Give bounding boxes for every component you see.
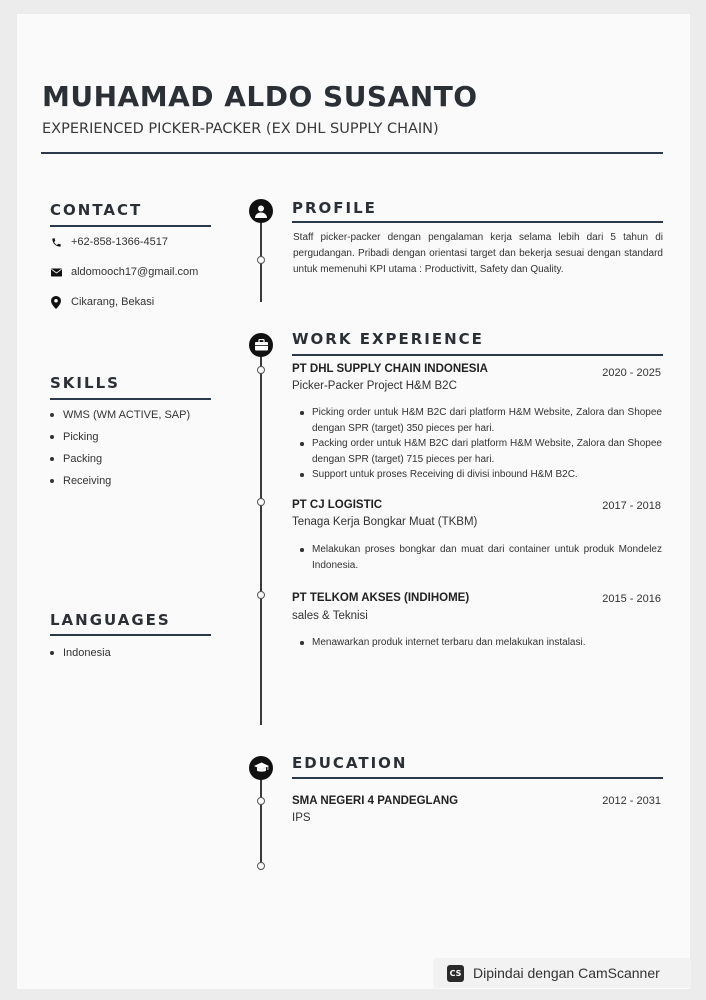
education-divider xyxy=(292,777,663,779)
contact-divider xyxy=(50,225,211,227)
job-role: sales & Teknisi xyxy=(292,610,368,622)
contact-phone xyxy=(50,234,168,250)
timeline-tick xyxy=(257,366,265,374)
bullet-icon xyxy=(50,651,54,655)
candidate-title: EXPERIENCED PICKER-PACKER (EX DHL SUPPLY CHAIN) xyxy=(42,121,439,137)
languages-heading: LANGUAGES xyxy=(50,611,171,629)
email-address[interactable]: aldomooch17@gmail.com xyxy=(71,266,199,278)
phone-number[interactable]: +62-858-1366-4517 xyxy=(71,236,168,248)
job-years: 2015 - 2016 xyxy=(602,593,661,605)
job-duties xyxy=(300,542,662,573)
job-years: 2020 - 2025 xyxy=(602,367,661,379)
work-divider xyxy=(292,354,663,356)
education-node xyxy=(249,756,273,780)
skill-item: Picking xyxy=(50,426,190,448)
job-duties xyxy=(300,405,662,483)
job-role: Tenaga Kerja Bongkar Muat (TKBM) xyxy=(292,516,478,528)
duty-item: Picking order untuk H&M B2C dari platform H&M Website, Zalora dan Shopee dengan SPR (target) 350 pieces per hari. xyxy=(300,405,662,436)
header-divider xyxy=(41,152,663,154)
graduation-cap-icon xyxy=(254,762,269,774)
timeline-education xyxy=(260,770,262,870)
job-role: Picker-Packer Project H&M B2C xyxy=(292,380,457,392)
job-company: PT DHL SUPPLY CHAIN INDONESIA xyxy=(292,363,488,375)
job-company: PT CJ LOGISTIC xyxy=(292,499,383,511)
duty-item: Support untuk proses Receiving di divisi inbound H&M B2C. xyxy=(300,467,662,483)
skill-item: Packing xyxy=(50,448,190,470)
timeline-work xyxy=(260,348,262,725)
envelope-icon xyxy=(50,266,62,278)
education-school: SMA NEGERI 4 PANDEGLANG xyxy=(292,795,459,807)
briefcase-icon xyxy=(255,339,268,351)
work-heading: WORK EXPERIENCE xyxy=(292,330,484,348)
skill-item: Receiving xyxy=(50,470,190,492)
candidate-name: MUHAMAD ALDO SUSANTO xyxy=(42,80,478,113)
profile-summary: Staff picker-packer dengan pengalaman kerja selama lebih dari 5 tahun di pergudangan. Pribadi dengan orientasi target dan bekerja sesuai dengan standard untuk memenuhi KPI utama : Productivitt, Safety dan Quality. xyxy=(293,232,663,275)
skills-heading: SKILLS xyxy=(50,374,120,392)
location-text: Cikarang, Bekasi xyxy=(71,296,155,308)
skills-list xyxy=(50,404,190,492)
profile-divider xyxy=(292,221,663,223)
camscanner-logo: CS xyxy=(447,965,464,982)
timeline-tick xyxy=(257,498,265,506)
skills-divider xyxy=(50,398,211,400)
languages-divider xyxy=(50,634,211,636)
education-major: IPS xyxy=(292,812,311,824)
camscanner-watermark xyxy=(433,958,691,988)
camscanner-label: Dipindai dengan CamScanner xyxy=(473,965,660,981)
bullet-icon xyxy=(50,457,54,461)
bullet-icon xyxy=(50,479,54,483)
skill-item: WMS (WM ACTIVE, SAP) xyxy=(50,404,190,426)
user-icon xyxy=(255,205,267,218)
contact-email xyxy=(50,264,198,280)
duty-item: Packing order untuk H&M B2C dari platform H&M Website, Zalora dan Shopee dengan SPR (target) 715 pieces per hari. xyxy=(300,436,662,467)
languages-list xyxy=(50,642,111,664)
map-pin-icon xyxy=(50,296,62,308)
timeline-tick xyxy=(257,591,265,599)
contact-heading: CONTACT xyxy=(50,201,143,219)
contact-location xyxy=(50,294,154,310)
work-node xyxy=(249,333,273,357)
phone-icon xyxy=(50,236,62,248)
job-years: 2017 - 2018 xyxy=(602,500,661,512)
timeline-tick xyxy=(257,862,265,870)
job-duties xyxy=(300,635,662,651)
duty-item: Menawarkan produk internet terbaru dan melakukan instalasi. xyxy=(300,635,662,651)
bullet-icon xyxy=(50,413,54,417)
education-heading: EDUCATION xyxy=(292,754,408,772)
profile-heading: PROFILE xyxy=(292,199,377,217)
education-years: 2012 - 2031 xyxy=(602,795,661,807)
bullet-icon xyxy=(50,435,54,439)
duty-item: Melakukan proses bongkar dan muat dari container untuk produk Mondelez Indonesia. xyxy=(300,542,662,573)
job-company: PT TELKOM AKSES (INDIHOME) xyxy=(292,592,470,604)
timeline-tick xyxy=(257,256,265,264)
profile-node xyxy=(249,199,273,223)
language-item: Indonesia xyxy=(50,642,111,664)
timeline-tick xyxy=(257,797,265,805)
